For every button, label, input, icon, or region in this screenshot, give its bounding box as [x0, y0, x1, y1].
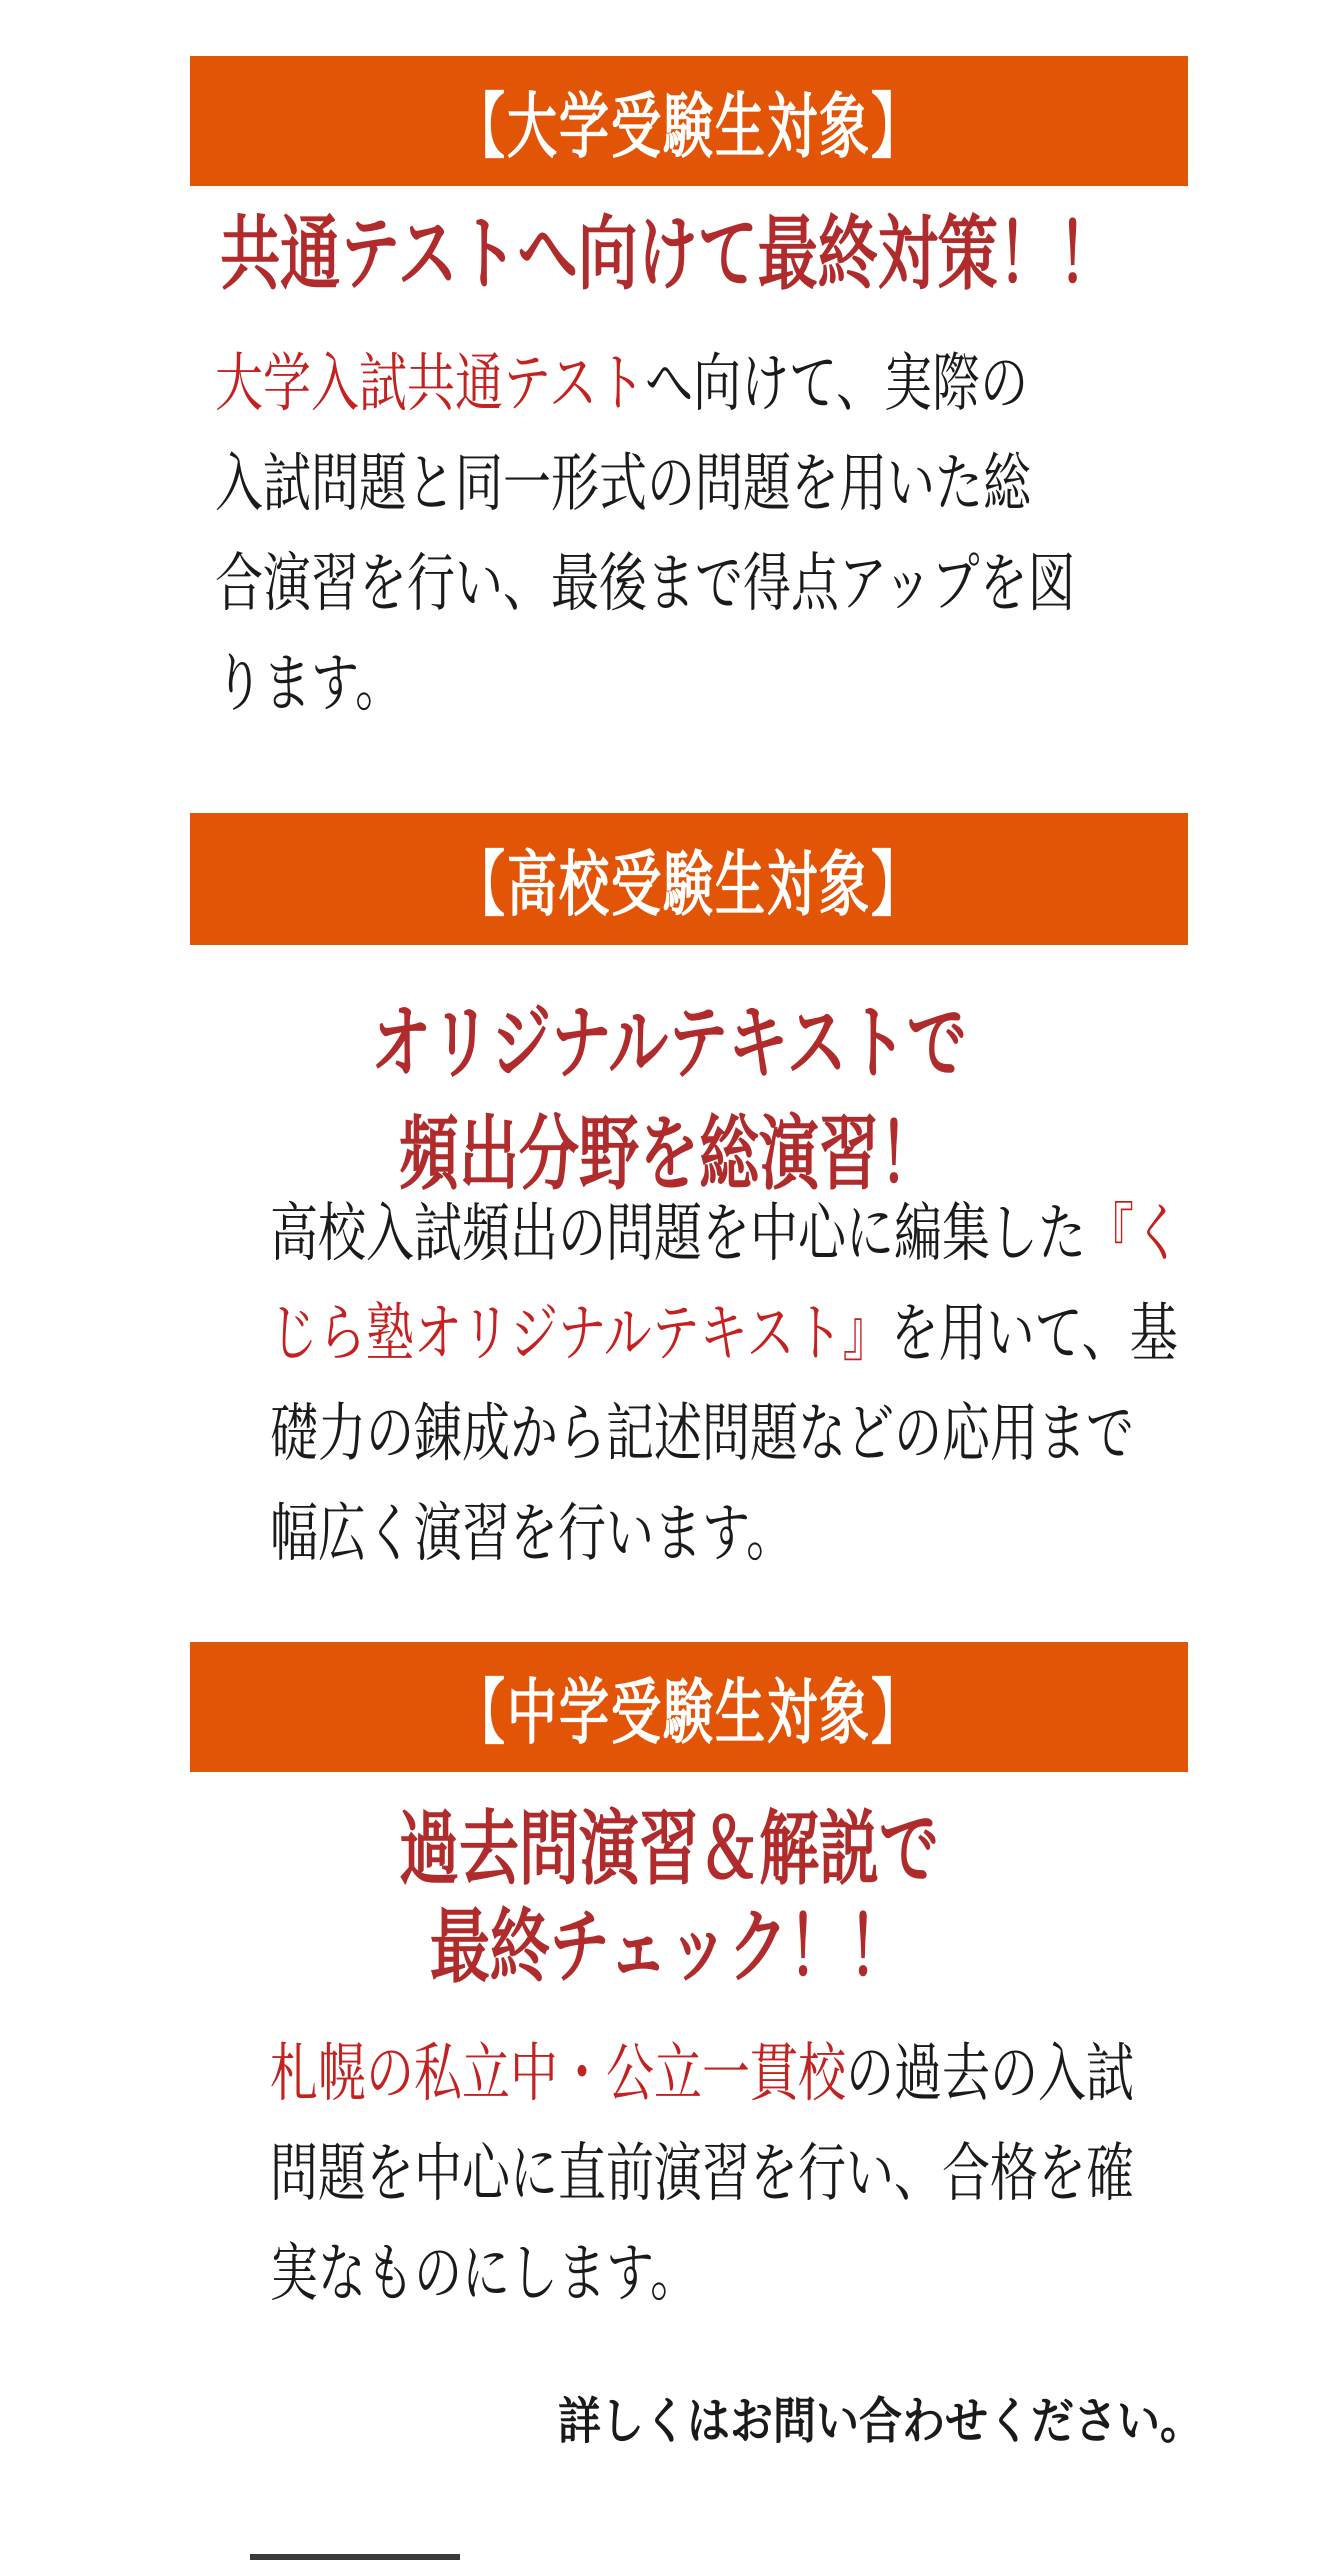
contact-note-text: 詳しくはお問い合わせください。: [558, 2394, 1203, 2450]
body-text-segment: 問題を中心に直前演習を行い、合格を確: [270, 2139, 1135, 2210]
banner-university-label: 【大学受験生対象】: [455, 86, 923, 167]
body-line-wrap: [270, 2209, 698, 2341]
body-highschool: [270, 1185, 1182, 1585]
banner-juniorhigh-label: 【中学受験生対象】: [455, 1672, 923, 1753]
banner-highschool-label: 【高校受験生対象】: [455, 844, 923, 925]
body-text-segment: 高校入試頻出の問題を中心に編集した: [270, 1199, 1087, 1270]
body-text-segment: 実なものにします。: [270, 2239, 699, 2310]
heading-highschool-line-1: [0, 994, 1338, 1094]
body-juniorhigh: [270, 2025, 1134, 2325]
body-line-wrap: [270, 1469, 794, 1601]
body-university: [215, 335, 1076, 735]
heading-juniorhigh-text-1: 過去問演習＆解説で: [399, 1804, 939, 1895]
body-text-segment: を用いて、基: [890, 1299, 1178, 1370]
heading-university-line-1: [0, 205, 1338, 305]
body-text-segment: へ向けて、実際の: [645, 349, 1029, 420]
body-text-segment-red: 『く: [1086, 1199, 1183, 1270]
banner-juniorhigh-target: [190, 1642, 1188, 1772]
body-text-segment: 入試問題と同一形式の問題を用いた総: [215, 449, 1032, 520]
heading-highschool-text-1: オリジナルテキストで: [371, 998, 967, 1089]
body-text-segment: ります。: [215, 649, 404, 720]
contact-note: [558, 2392, 1203, 2452]
body-text-segment: の過去の入試: [846, 2039, 1135, 2110]
body-text-segment: 礎力の錬成から記述問題などの応用まで: [270, 1399, 1135, 1470]
body-line-wrap: [215, 619, 403, 751]
body-text-segment: 合演習を行い、最後まで得点アップを図: [215, 549, 1076, 620]
body-text-segment-red: じら塾オリジナルテキスト』: [270, 1299, 891, 1370]
heading-juniorhigh-text-2: 最終チェック！！: [429, 1902, 909, 1993]
banner-highschool-target: [190, 813, 1188, 945]
body-text-segment-red: 大学入試共通テスト: [215, 349, 646, 420]
heading-university-text: 共通テストへ向けて最終対策！！: [220, 209, 1118, 300]
heading-highschool-text-2: 頻出分野を総演習！: [399, 1109, 939, 1200]
banner-university-target: [190, 56, 1188, 186]
cropped-content-edge: [250, 2554, 460, 2560]
body-text-segment-red: 札幌の私立中・公立一貫校: [270, 2039, 847, 2110]
body-text-segment: 幅広く演習を行います。: [270, 1499, 795, 1570]
heading-juniorhigh-line-2: [0, 1898, 1338, 1998]
